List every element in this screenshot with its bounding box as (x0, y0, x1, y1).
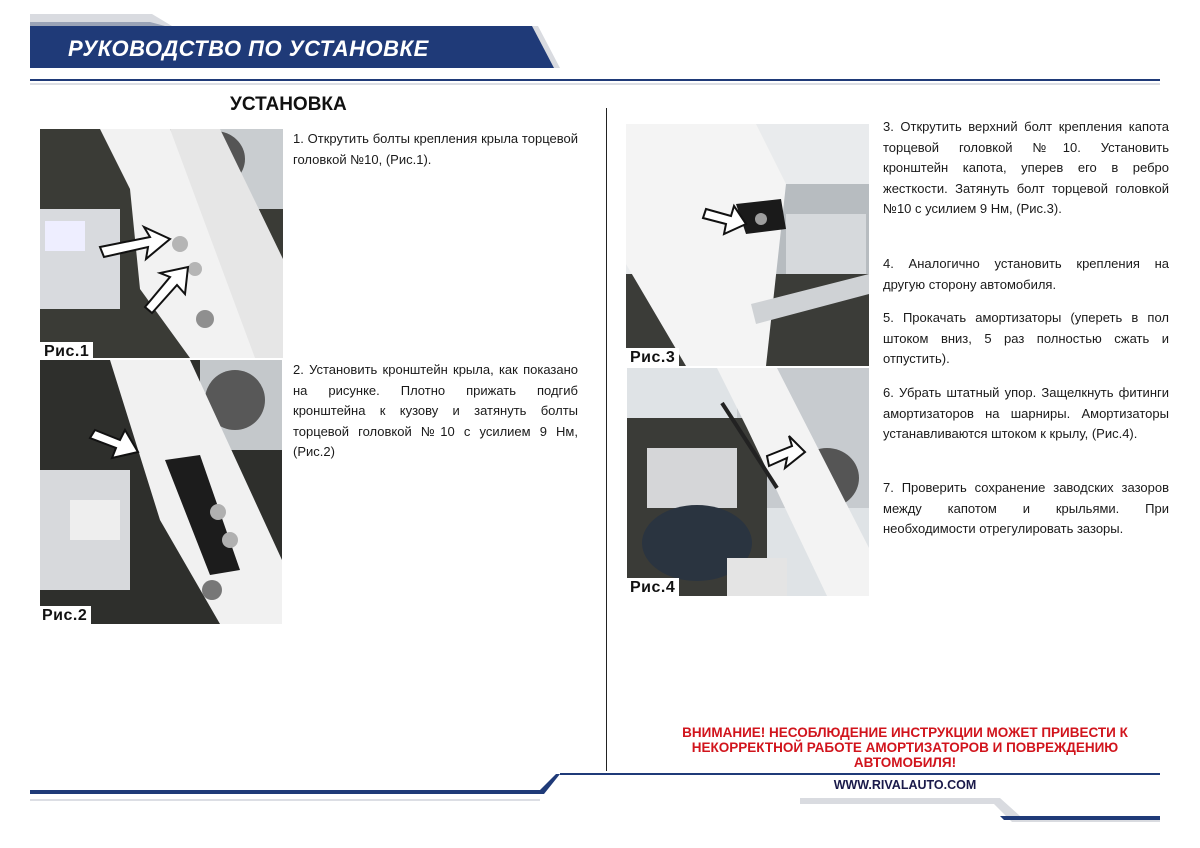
website-link[interactable]: WWW.RIVALAUTO.COM (833, 778, 977, 792)
step-7-text: 7. Проверить сохранение заводских зазоров между капотом и крыльями. При необходимости отрегулировать зазоры. (883, 480, 1169, 536)
footer-banner (0, 768, 1200, 848)
column-divider (606, 108, 607, 771)
figure-label-3: Рис.3 (626, 348, 679, 367)
step-5-text: 5. Прокачать амортизаторы (упереть в пол штоком вниз, 5 раз полностью сжать и отпустить). (883, 310, 1169, 366)
figure-label-1: Рис.1 (40, 342, 93, 361)
step-1-text: 1. Открутить болты крепления крыла торцевой головкой №10, (Рис.1). (293, 131, 578, 167)
figure-label-4: Рис.4 (626, 578, 679, 597)
photo-fig1 (40, 129, 283, 358)
document-title: РУКОВОДСТВО ПО УСТАНОВКЕ (68, 36, 429, 61)
figure-label-2: Рис.2 (38, 606, 91, 625)
step-6-text: 6. Убрать штатный упор. Защелкнуть фитинги амортизаторов на шарниры. Амортизаторы устанавливаются штоком к крылу, (Рис.4). (883, 385, 1169, 441)
photo-fig4 (627, 368, 869, 596)
step-3-text: 3. Открутить верхний болт крепления капота торцевой головкой №10. Установить кронштейн капота, уперев его в ребро жесткости. Затянуть болт торцевой головкой №10 с усилием 9 Нм, (Рис.3). (883, 119, 1169, 216)
step-4-text: 4. Аналогично установить крепления на другую сторону автомобиля. (883, 256, 1169, 292)
step-2-text: 2. Установить кронштейн крыла, как показано на рисунке. Плотно прижать подгиб кронштейна к кузову и затянуть болты торцевой головкой №10 с усилием 9 Нм, (Рис.2) (293, 362, 578, 459)
photo-fig2 (40, 360, 282, 624)
section-title: УСТАНОВКА (230, 94, 347, 115)
photo-fig3 (626, 124, 869, 366)
warning-text: ВНИМАНИЕ! НЕСОБЛЮДЕНИЕ ИНСТРУКЦИИ МОЖЕТ ПРИВЕСТИ К НЕКОРРЕКТНОЙ РАБОТЕ АМОРТИЗАТОРОВ И ПОВРЕЖДЕНИЮ АВТОМОБИЛЯ! (682, 725, 1128, 770)
